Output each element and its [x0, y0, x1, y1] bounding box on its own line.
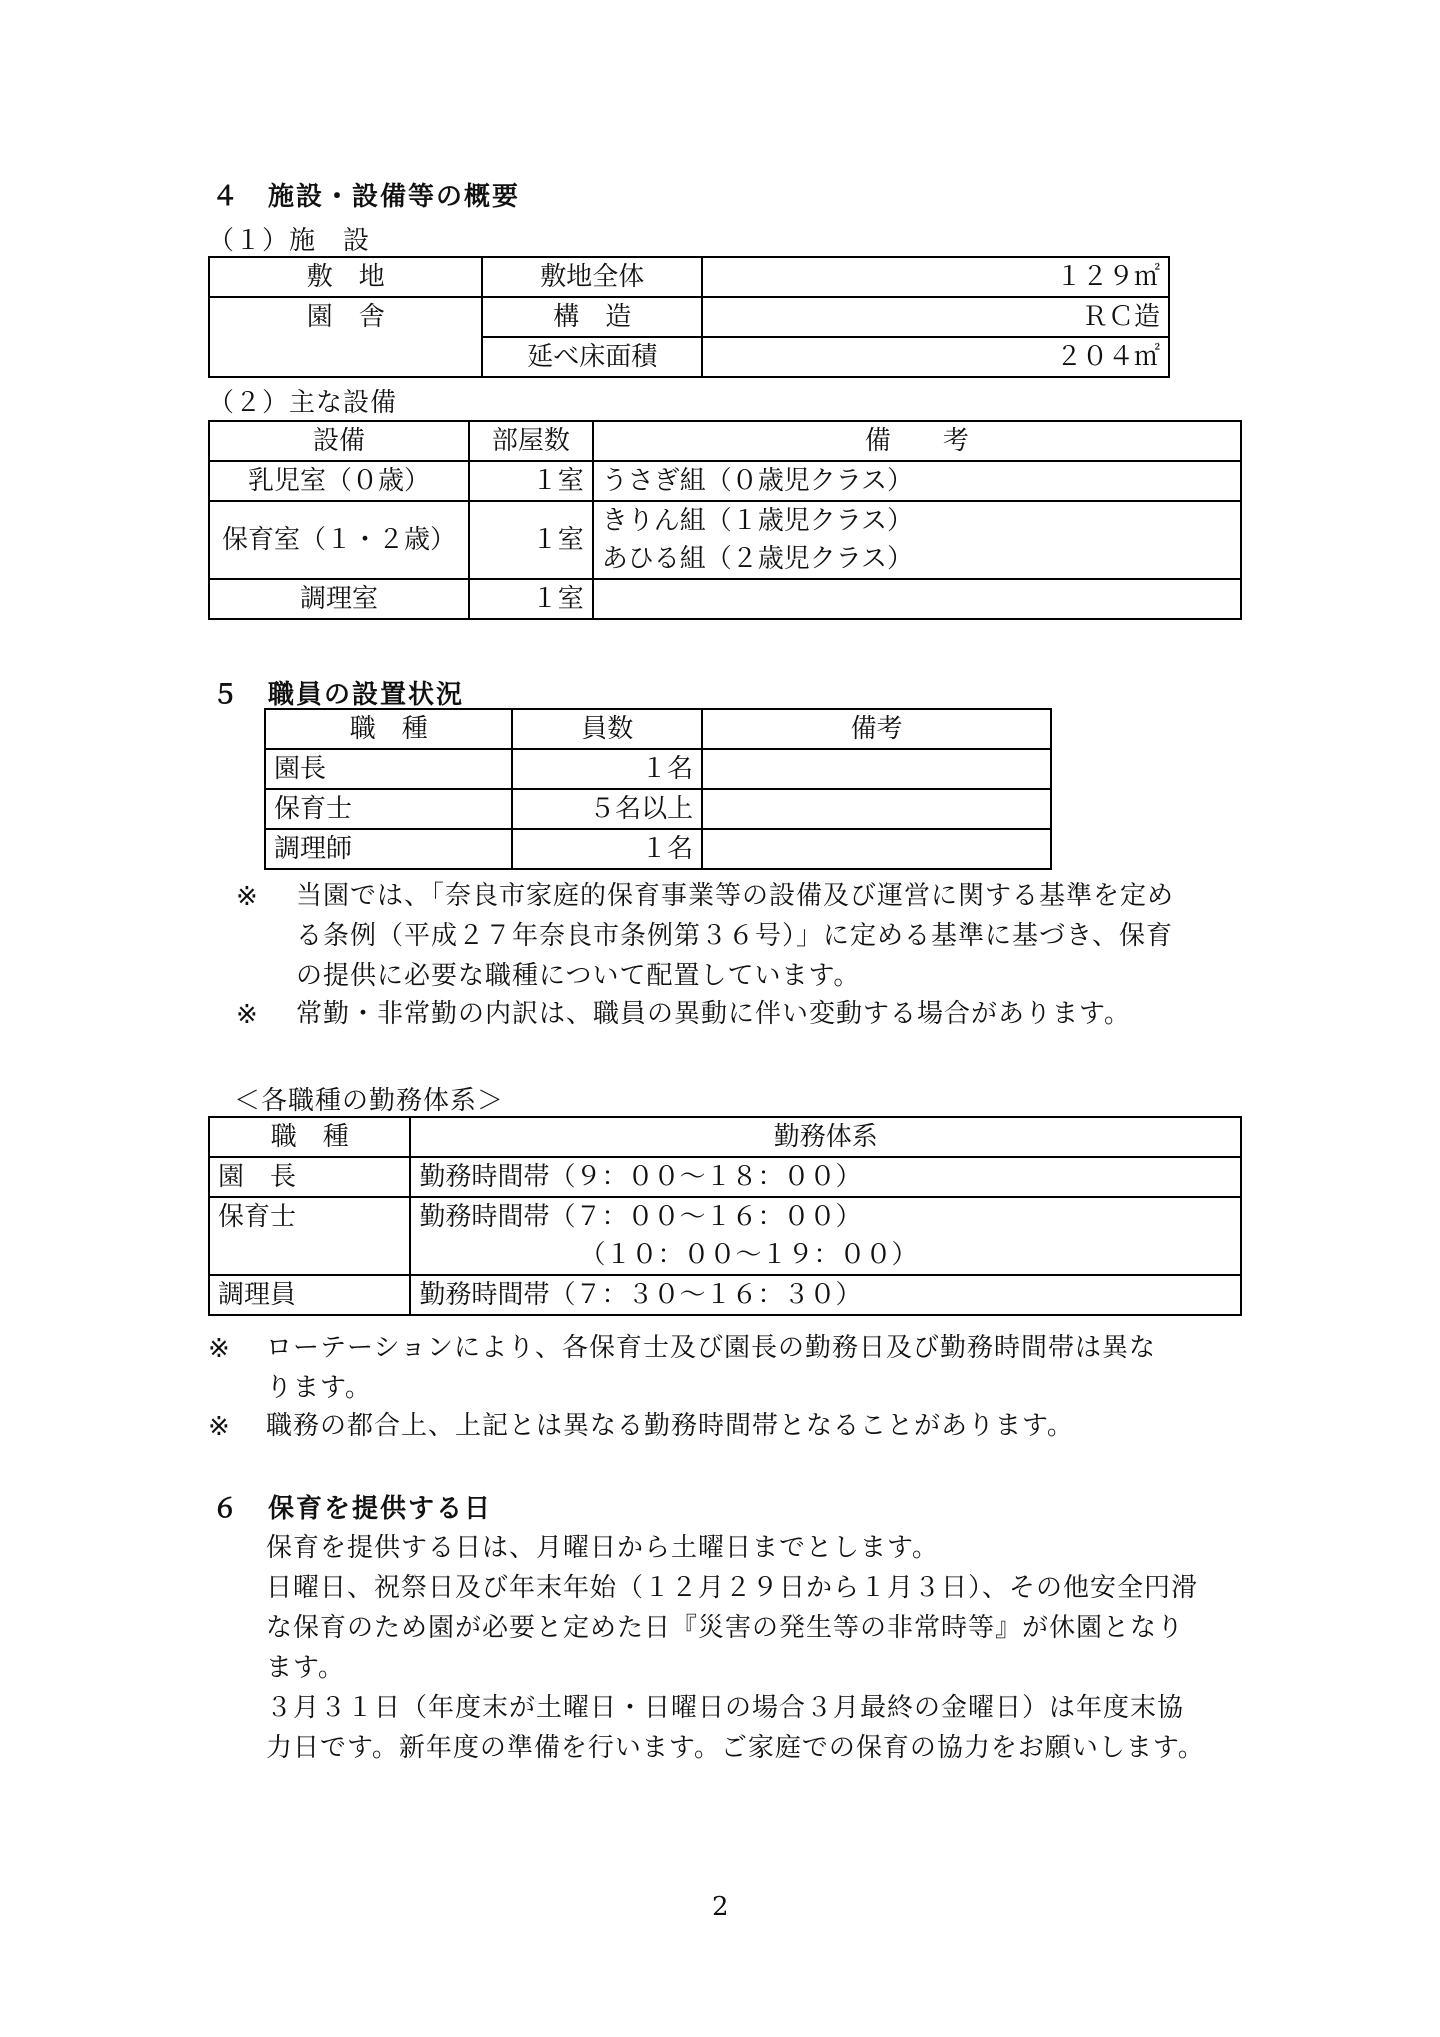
equipment-name: 調理室	[209, 579, 469, 619]
note-mark: ※	[236, 1000, 258, 1030]
table-row	[265, 789, 1051, 829]
column-header: 備 考	[593, 421, 1241, 461]
staff-role: 保育士	[265, 789, 512, 829]
equipment-name: 乳児室（０歳）	[209, 461, 469, 501]
shift-hours: 勤務時間帯（９：００～１８：００）	[410, 1157, 1241, 1197]
table-row	[209, 579, 1241, 619]
body-line: 力日です。新年度の準備を行います。ご家庭での保育の協力をお願いします。	[266, 1733, 1205, 1763]
equipment-rooms: １室	[469, 501, 593, 579]
staff-count: １名	[512, 829, 702, 869]
column-header: 部屋数	[469, 421, 593, 461]
section-4-title: ４ 施設・設備等の概要	[212, 182, 521, 212]
staff-role: 園長	[265, 749, 512, 789]
table-row	[209, 1157, 1241, 1197]
column-header: 職 種	[265, 709, 512, 749]
table-row	[209, 461, 1241, 501]
column-header: 備考	[702, 709, 1051, 749]
staff-note-2: 常勤・非常勤の内訳は、職員の異動に伴い変動する場合があります。	[296, 999, 1131, 1029]
equipment-name: 保育室（１・２歳）	[209, 501, 469, 579]
staff-note	[702, 829, 1051, 869]
facility-label-building: 園 舎	[209, 297, 482, 377]
facility-item: 延べ床面積	[482, 337, 702, 377]
table-row	[209, 257, 1169, 297]
facility-value: １２９㎡	[702, 257, 1169, 297]
page-number: 2	[712, 1892, 729, 1922]
note-line: 当園では、「奈良市家庭的保育事業等の設備及び運営に関する基準を定め	[296, 881, 1175, 911]
shift-note-1	[266, 1328, 1156, 1408]
note-line: ローテーションにより、各保育士及び園長の勤務日及び勤務時間帯は異な	[266, 1333, 1156, 1363]
facility-value: ２０４㎡	[702, 337, 1169, 377]
table-row	[209, 1197, 1241, 1275]
equipment-rooms: １室	[469, 579, 593, 619]
facility-table	[208, 256, 1170, 378]
column-header: 設備	[209, 421, 469, 461]
table-row	[265, 749, 1051, 789]
body-line: ます。	[266, 1653, 345, 1683]
facility-label-site: 敷 地	[209, 257, 482, 297]
shift-role: 調理員	[209, 1275, 410, 1315]
note-line: る条例（平成２７年奈良市条例第３６号）」に定める基準に基づき、保育	[296, 921, 1173, 951]
equipment-table	[208, 420, 1242, 620]
column-header: 職 種	[209, 1117, 410, 1157]
shift-hours: 勤務時間帯（７：３０～１６：３０）	[410, 1275, 1241, 1315]
shift-note-2: 職務の都合上、上記とは異なる勤務時間帯となることがあります。	[266, 1411, 1074, 1441]
staff-count: １名	[512, 749, 702, 789]
shift-table	[208, 1116, 1242, 1316]
staff-note	[702, 789, 1051, 829]
column-header: 勤務体系	[410, 1117, 1241, 1157]
shift-hours-line: （１０：００～１９：００）	[579, 1240, 918, 1270]
equipment-note	[593, 579, 1241, 619]
body-line: な保育のため園が必要と定めた日『災害の発生等の非常時等』が休園となり	[266, 1613, 1185, 1643]
shift-hours	[410, 1197, 1241, 1275]
body-line: 日曜日、祝祭日及び年末年始（１２月２９日から１月３日）、その他安全円滑	[266, 1573, 1199, 1603]
table-row	[209, 501, 1241, 579]
note-line: の提供に必要な職種について配置しています。	[296, 961, 861, 991]
shift-role: 保育士	[209, 1197, 410, 1275]
staff-note	[702, 749, 1051, 789]
table-row	[265, 709, 1051, 749]
table-row	[209, 421, 1241, 461]
table-row	[209, 1275, 1241, 1315]
table-row	[209, 297, 1169, 337]
section-6-body	[266, 1528, 1205, 1768]
equipment-note-line: あひる組（２歳児クラス）	[601, 544, 914, 574]
staff-note-1	[296, 876, 1174, 996]
body-line: ３月３１日（年度末が土曜日・日曜日の場合３月最終の金曜日）は年度末協	[266, 1693, 1185, 1723]
note-mark: ※	[236, 882, 258, 912]
staff-table	[264, 708, 1052, 870]
equipment-note-line: きりん組（１歳児クラス）	[601, 506, 914, 536]
body-line: 保育を提供する日は、月曜日から土曜日までとします。	[266, 1533, 939, 1563]
note-mark: ※	[208, 1334, 230, 1364]
note-mark: ※	[208, 1412, 230, 1442]
table-row	[209, 1117, 1241, 1157]
equipment-note: うさぎ組（０歳児クラス）	[593, 461, 1241, 501]
section-6-title: ６ 保育を提供する日	[212, 1494, 493, 1524]
equipment-subtitle: （２）主な設備	[208, 388, 398, 418]
staff-count: ５名以上	[512, 789, 702, 829]
facility-value: ＲＣ造	[702, 297, 1169, 337]
note-line: ります。	[266, 1373, 372, 1403]
column-header: 員数	[512, 709, 702, 749]
equipment-note	[593, 501, 1241, 579]
shift-caption: ＜各職種の勤務体系＞	[234, 1086, 505, 1116]
equipment-rooms: １室	[469, 461, 593, 501]
shift-hours-line: 勤務時間帯（７：００～１６：００）	[419, 1202, 862, 1232]
facility-item: 敷地全体	[482, 257, 702, 297]
staff-role: 調理師	[265, 829, 512, 869]
shift-role: 園 長	[209, 1157, 410, 1197]
facility-item: 構 造	[482, 297, 702, 337]
table-row	[265, 829, 1051, 869]
section-5-title: ５ 職員の設置状況	[212, 680, 465, 710]
facility-subtitle: （１）施 設	[208, 226, 371, 256]
